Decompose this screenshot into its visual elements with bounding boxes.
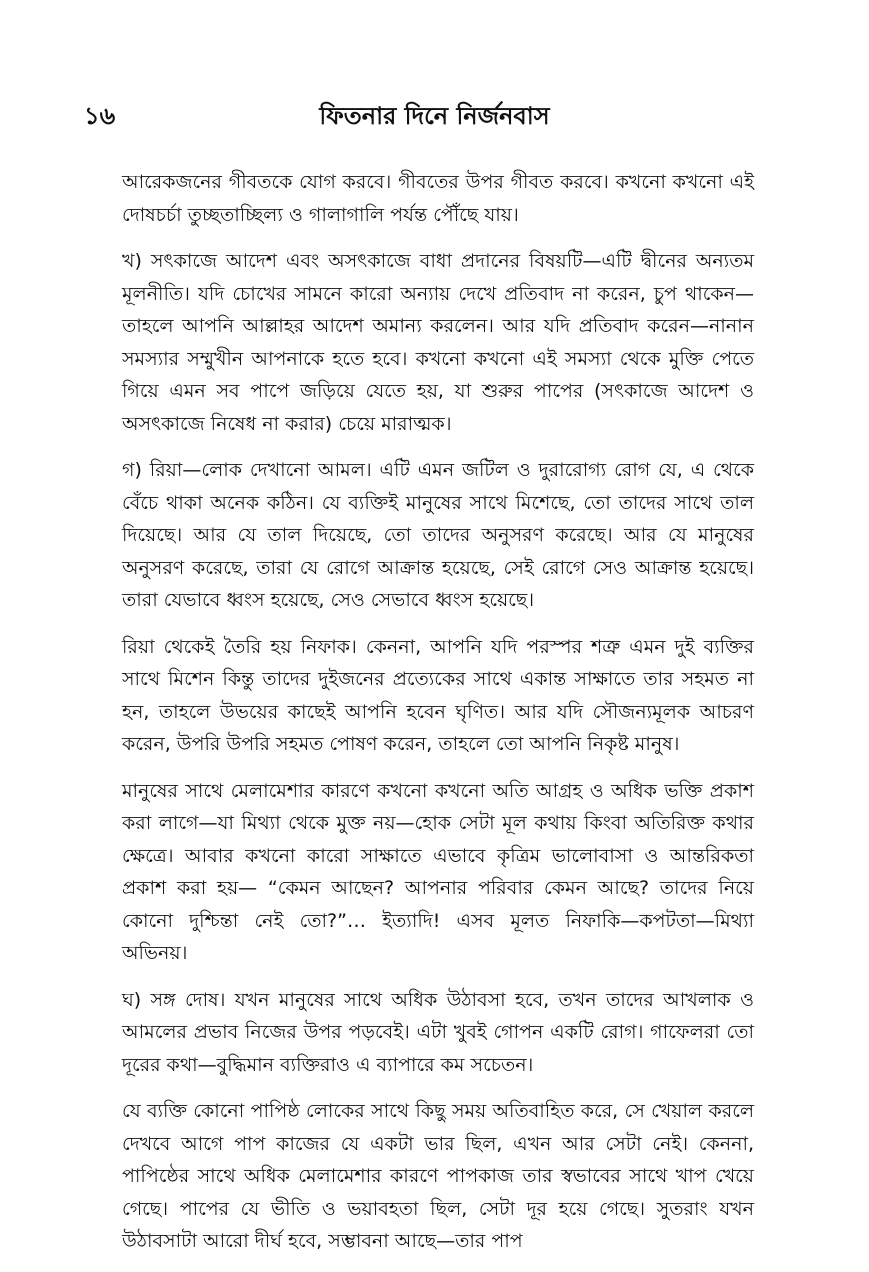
- paragraph-3: গ) রিয়া—লোক দেখানো আমল। এটি এমন জটিল ও দুরারোগ্য রোগ যে, এ থেকে বেঁচে থাকা অনেক কঠিন। যে ব্যক্তিই মানুষের সাথে মিশেছে, তো তাদের সাথে তাল দিয়েছে। আর যে তাল দিয়েছে, তো তাদের অনুসরণ করেছে। আর যে মানুষের অনুসরণ করেছে, তারা যে রোগে আক্রান্ত হয়েছে, সেই রোগে সেও আক্রান্ত হয়েছে। তারা যেভাবে ধ্বংস হয়েছে, সেও সেভাবে ধ্বংস হয়েছে।: [122, 459, 754, 611]
- paragraph-1: আরেকজনের গীবতকে যোগ করবে। গীবতের উপর গীবত করবে। কখনো কখনো এই দোষচর্চা তুচ্ছতাচ্ছিল্য ও গালাগালি পর্যন্ত পৌঁছে যায়।: [122, 171, 754, 226]
- paragraph-7: যে ব্যক্তি কোনো পাপিষ্ঠ লোকের সাথে কিছু সময় অতিবাহিত করে, সে খেয়াল করলে দেখবে আগে পাপ কাজের যে একটা ভার ছিল, এখন আর সেটা নেই। কেননা, পাপিষ্ঠের সাথে অধিক মেলামেশার কারণে পাপকাজ তার স্বভাবের সাথে খাপ খেয়ে গেছে। পাপের যে ভীতি ও ভয়াবহতা ছিল, সেটা দূর হয়ে গেছে। সুতরাং যখন উঠাবসাটা আরো দীর্ঘ হবে, সম্ভাবনা আছে—তার পাপ: [122, 1100, 754, 1252]
- paragraph-4: রিয়া থেকেই তৈরি হয় নিফাক। কেননা, আপনি যদি পরস্পর শত্রু এমন দুই ব্যক্তির সাথে মিশেন কিন্তু তাদের দুইজনের প্রত্যেকের সাথে একান্ত সাক্ষাতে তার সহমত না হন, তাহলে উভয়ের কাছেই আপনি হবেন ঘৃণিত। আর যদি সৌজন্যমূলক আচরণ করেন, উপরি উপরি সহমত পোষণ করেন, তাহলে তো আপনি নিকৃষ্ট মানুষ।: [122, 635, 754, 755]
- page-header: [0, 98, 869, 138]
- running-title: ফিতনার দিনে নির্জনবাস: [319, 102, 550, 130]
- paragraph-6: ঘ) সঙ্গ দোষ। যখন মানুষের সাথে অধিক উঠাবসা হবে, তখন তাদের আখলাক ও আমলের প্রভাব নিজের উপর পড়বেই। এটা খুবই গোপন একটি রোগ। গাফেলরা তো দূরের কথা—বুদ্ধিমান ব্যক্তিরাও এ ব্যাপারে কম সচেতন।: [122, 988, 754, 1076]
- paragraph-5: মানুষের সাথে মেলামেশার কারণে কখনো কখনো অতি আগ্রহ ও অধিক ভক্তি প্রকাশ করা লাগে—যা মিথ্যা থেকে মুক্ত নয়—হোক সেটা মূল কথায় কিংবা অতিরিক্ত কথার ক্ষেত্রে। আবার কখনো কারো সাক্ষাতে এভাবে কৃত্রিম ভালোবাসা ও আন্তরিকতা প্রকাশ করা হয়— “কেমন আছেন? আপনার পরিবার কেমন আছে? তাদের নিয়ে কোনো দুশ্চিন্তা নেই তো?”… ইত্যাদি! এসব মূলত নিফাকি—কপটতা—মিথ্যা অভিনয়।: [122, 779, 754, 964]
- paragraph-2: খ) সৎকাজে আদেশ এবং অসৎকাজে বাধা প্রদানের বিষয়টি—এটি দ্বীনের অন্যতম মূলনীতি। যদি চোখের সামনে কারো অন্যায় দেখে প্রতিবাদ না করেন, চুপ থাকেন—তাহলে আপনি আল্লাহর আদেশ অমান্য করলেন। আর যদি প্রতিবাদ করেন—নানান সমস্যার সম্মুখীন আপনাকে হতে হবে। কখনো কখনো এই সমস্যা থেকে মুক্তি পেতে গিয়ে এমন সব পাপে জড়িয়ে যেতে হয়, যা শুরুর পাপের (সৎকাজে আদেশ ও অসৎকাজে নিষেধ না করার) চেয়ে মারাত্মক।: [122, 250, 754, 435]
- page-number: ১৬: [84, 102, 116, 130]
- body-text: [122, 166, 754, 1272]
